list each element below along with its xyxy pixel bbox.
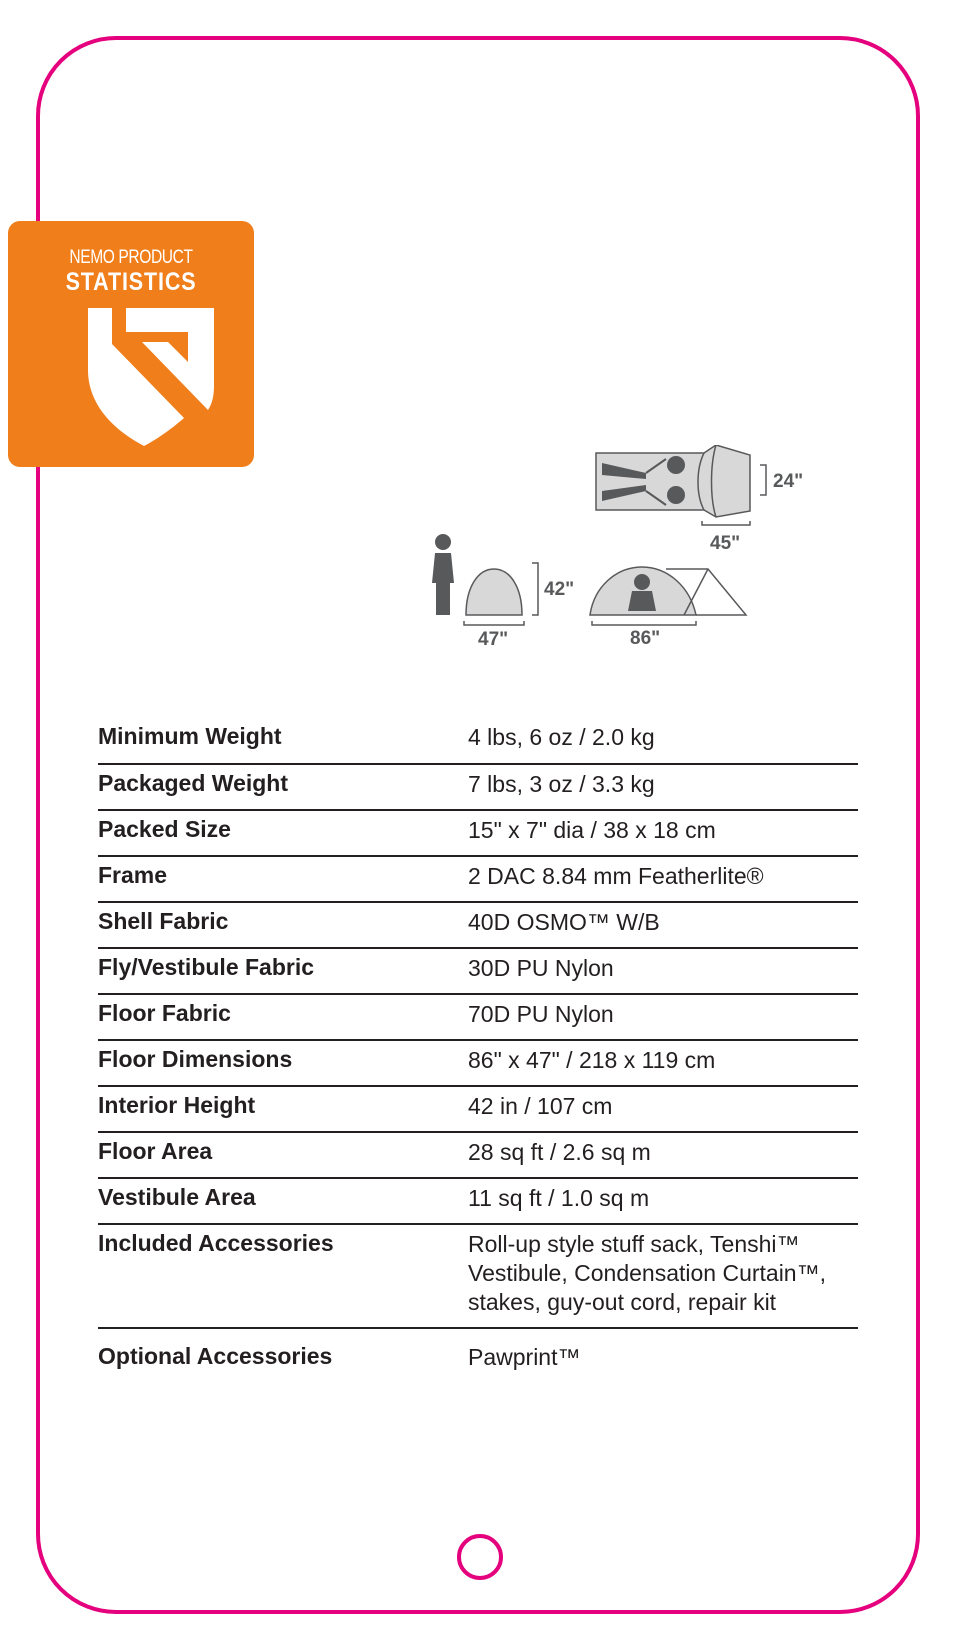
spec-value: 4 lbs, 6 oz / 2.0 kg (468, 724, 655, 750)
spec-table (98, 718, 858, 1379)
table-row (98, 1179, 858, 1225)
spec-label: Interior Height (98, 1092, 256, 1118)
table-row (98, 1087, 858, 1133)
floor-length-label: 86" (630, 628, 661, 649)
spec-label: Floor Area (98, 1138, 213, 1164)
spec-label: Vestibule Area (98, 1184, 256, 1210)
interior-height-label: 42" (544, 579, 575, 600)
tent-side-icon (590, 567, 746, 625)
table-row (98, 995, 858, 1041)
table-row (98, 811, 858, 857)
spec-value: 2 DAC 8.84 mm Featherlite® (468, 863, 764, 889)
home-button[interactable] (457, 1534, 503, 1580)
badge-title-line1: NEMO PRODUCT (69, 247, 193, 268)
spec-label: Fly/Vestibule Fabric (98, 954, 315, 980)
spec-label: Floor Dimensions (98, 1046, 293, 1072)
spec-label: Frame (98, 862, 168, 888)
spec-value: 42 in / 107 cm (468, 1093, 613, 1119)
spec-value: 15" x 7" dia / 38 x 18 cm (468, 817, 716, 843)
spec-value: 40D OSMO™ W/B (468, 909, 660, 935)
vestibule-depth-label: 45" (710, 533, 741, 554)
spec-value: 70D PU Nylon (468, 1001, 614, 1027)
table-row (98, 765, 858, 811)
table-row (98, 718, 858, 765)
spec-value: 28 sq ft / 2.6 sq m (468, 1139, 651, 1165)
spec-label: Shell Fabric (98, 908, 229, 934)
spec-value: 11 sq ft / 1.0 sq m (468, 1185, 650, 1211)
spec-value: Pawprint™ (468, 1344, 581, 1370)
nemo-statistics-badge (8, 221, 254, 467)
tent-front-icon (464, 563, 538, 625)
floor-width-label: 47" (478, 629, 509, 650)
spec-label: Included Accessories (98, 1230, 334, 1256)
spec-value: 86" x 47" / 218 x 119 cm (468, 1047, 716, 1073)
spec-label: Optional Accessories (98, 1343, 333, 1369)
spec-label: Packed Size (98, 816, 231, 842)
spec-label: Floor Fabric (98, 1000, 231, 1026)
vestibule-width-label: 24" (773, 471, 804, 492)
spec-label: Packaged Weight (98, 770, 289, 796)
table-row (98, 949, 858, 995)
spec-value: Roll-up style stuff sack, Tenshi™ Vestibule, Condensation Curtain™, stakes, guy-out cord, repair kit (468, 1231, 826, 1315)
spec-label: Minimum Weight (98, 723, 282, 749)
tent-top-icon (596, 445, 766, 525)
table-row (98, 903, 858, 949)
table-row (98, 1225, 858, 1329)
table-row (98, 1133, 858, 1179)
badge-title-line2: STATISTICS (65, 268, 197, 296)
nemo-logo-icon (84, 304, 218, 449)
table-row (98, 1041, 858, 1087)
table-row (98, 857, 858, 903)
spec-value: 30D PU Nylon (468, 955, 614, 981)
table-row (98, 1329, 858, 1379)
spec-value: 7 lbs, 3 oz / 3.3 kg (468, 771, 655, 797)
person-silhouette-icon (432, 534, 454, 615)
tent-dimensions-diagram (420, 445, 860, 685)
